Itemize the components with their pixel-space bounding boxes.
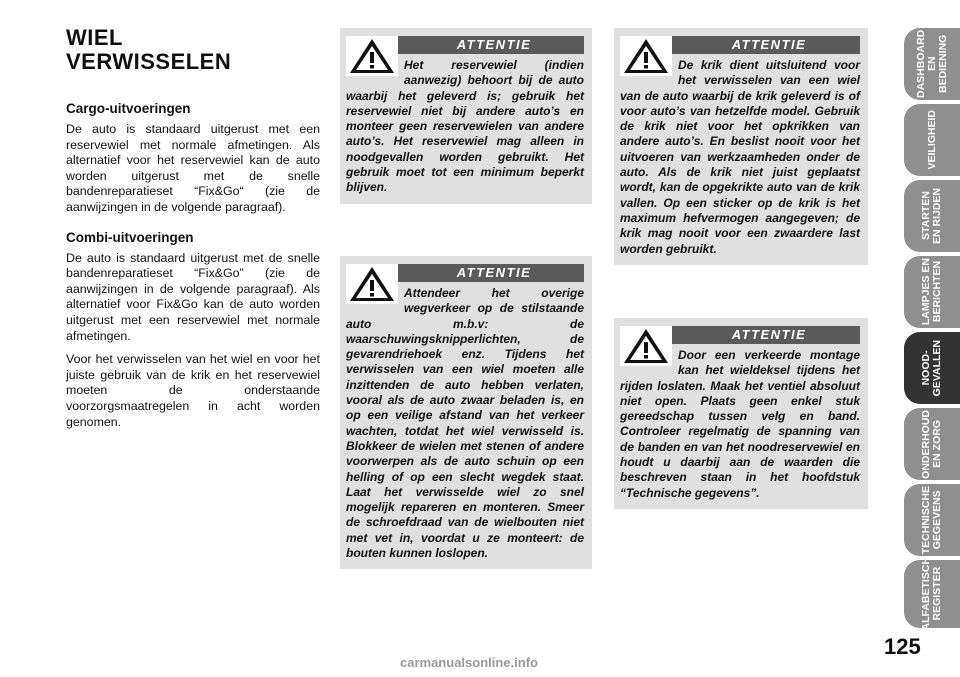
warning-label: ATTENTIE	[620, 36, 860, 54]
tab-label: ALFABETISCH REGISTER	[920, 557, 943, 631]
chapter-tabs	[890, 0, 960, 677]
section-paragraph: Voor het verwisselen van het wiel en voor het juiste gebruik van de krik en het reservewiel moeten de onderstaande voorzorgsmaatregelen in acht worden genomen.	[66, 352, 320, 429]
warning-box	[614, 28, 868, 265]
tab-label: TECHNISCHE GEGEVENS	[920, 485, 943, 555]
tab-onderhoud[interactable]	[904, 408, 960, 480]
section-paragraph: De auto is standaard uitgerust met een reservewiel met normale afmetingen. Als alternatief voor het reservewiel kan de auto worden uitgerust met de snelle bandenreparatieset “Fix&Go“ (zie de aanwijzingen in de volgende paragraaf).	[66, 122, 320, 214]
intro-column	[66, 101, 320, 444]
warning-label: ATTENTIE	[346, 36, 584, 54]
tab-technische[interactable]	[904, 484, 960, 556]
tab-label: DASHBOARD EN BEDIENING	[914, 29, 949, 99]
tab-dashboard[interactable]	[904, 28, 960, 100]
warning-triangle-icon	[346, 264, 404, 306]
tab-veiligheid[interactable]	[904, 104, 960, 176]
warning-triangle-icon	[346, 36, 404, 78]
warning-triangle-icon	[620, 36, 678, 78]
warning-box	[614, 318, 868, 509]
page-title: WIEL VERWISSELEN	[66, 25, 232, 74]
tab-label: ONDERHOUD EN ZORG	[920, 409, 943, 479]
tab-label: STARTEN EN RIJDEN	[920, 187, 943, 244]
warning-text: Het reservewiel (indien aanwezig) behoort bij de auto waarbij het geleverd is; gebruik het reservewiel niet bij andere auto’s en monteer geen reservewielen van andere auto’s. Het reservewiel mag alleen in noodgevallen worden gebruikt. Het gebruik moet tot een minimum beperkt blijven.	[346, 58, 584, 195]
warning-text: Attendeer het overige wegverkeer op de stilstaande auto m.b.v: de waarschuwingsknipperlichten, de gevarendriehoek enz. Tijdens het verwisselen van een wiel moeten alle inzittenden de auto hebben verlaten, vooral als de auto zwaar beladen is, en op een veilige afstand van het verkeer wachten, totdat het wiel verwisseld is. Blokkeer de wielen met stenen of andere voorwerpen als de auto schuin op een helling of op een slecht wegdek staat. Laat het verwisselde wiel zo snel mogelijk repareren en monteren. Smeer de schroefdraad van de wielbouten niet met vet in, voordat u ze monteert: de bouten kunnen loslopen.	[346, 286, 584, 561]
tab-noodgevallen[interactable]	[904, 332, 960, 404]
tab-label: NOOD- GEVALLEN	[920, 339, 943, 397]
section-cargo	[66, 101, 320, 216]
warning-label: ATTENTIE	[620, 326, 860, 344]
warning-text: Door een verkeerde montage kan het wieldeksel tijdens het rijden loslaten. Maak het ventiel absoluut niet open. Plaats geen enkel stuk gereedschap tussen velg en band. Controleer regelmatig de spanning van de banden en van het noodreservewiel en houdt u daarbij aan de waarden die beschreven staan in het hoofdstuk “Technische gegevens”.	[620, 348, 860, 500]
tab-starten[interactable]	[904, 180, 960, 252]
watermark: carmanualsonline.info	[400, 655, 538, 670]
section-heading: Combi-uitvoeringen	[66, 229, 194, 245]
section-combi	[66, 230, 320, 431]
page-number: 125	[884, 634, 921, 659]
warning-triangle-icon	[620, 326, 678, 368]
tab-label: VEILIGHEID	[925, 110, 938, 170]
section-paragraph: De auto is standaard uitgerust met de snelle bandenreparatieset “Fix&Go” (zie de aanwijzingen in de volgende paragraaf). Als alternatief voor Fix&Go kan de auto worden uitgerust met een reservewiel met normale afmetingen.	[66, 250, 320, 343]
warning-label: ATTENTIE	[346, 264, 584, 282]
section-heading: Cargo-uitvoeringen	[66, 101, 191, 116]
warning-text: De krik dient uitsluitend voor het verwisselen van een wiel van de auto waarbij de krik geleverd is of voor auto’s van hetzelfde model. Gebruik de krik niet voor het opkrikken van andere auto’s. En beslist nooit voor het uitvoeren van werkzaamheden onder de auto. Als de krik niet juist geplaatst wordt, kan de opgekrikte auto van de krik vallen. Op een sticker op de krik is het maximum hefvermogen aangegeven; de krik mag nooit voor een zwaardere last worden gebruikt.	[620, 58, 860, 256]
warning-box	[340, 256, 592, 569]
tab-label: LAMPJES EN BERICHTEN	[920, 258, 943, 326]
tab-lampjes[interactable]	[904, 256, 960, 328]
tab-register[interactable]	[904, 557, 960, 631]
warning-box	[340, 28, 592, 204]
